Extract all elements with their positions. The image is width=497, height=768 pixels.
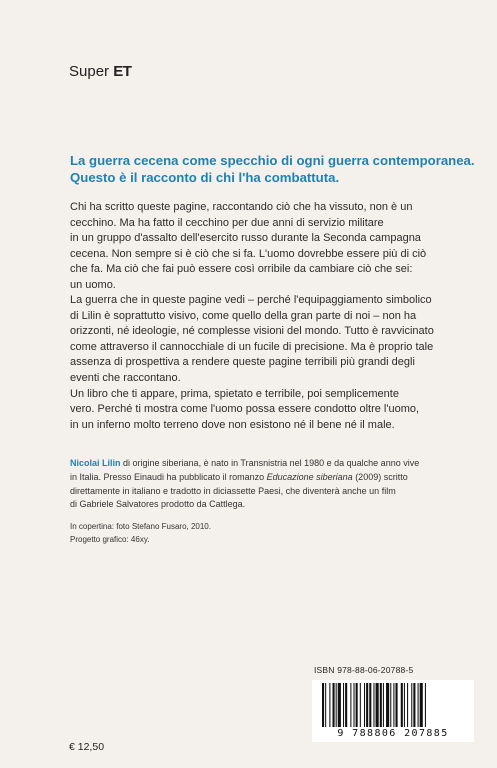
barcode-bar: [411, 683, 412, 727]
bio-line: [70, 457, 470, 471]
barcode-bar: [376, 683, 379, 727]
blurb-line: cecena. Non sempre si è ciò che si fa. L'uomo dovrebbe essere più di ciò: [70, 247, 427, 260]
barcode-bar: [396, 683, 398, 727]
bio-text: (2009) scritto: [352, 471, 408, 482]
bio-text: di origine siberiana, è nato in Transnistria nel 1980 e da qualche anno vive: [120, 458, 420, 468]
barcode-bars: [322, 683, 464, 727]
series-mark: ET: [113, 63, 132, 80]
blurb-line: eventi che raccontano.: [70, 372, 181, 385]
isbn-label: ISBN 978-88-06-20788-5: [314, 665, 414, 675]
bio-text: in Italia. Presso Einaudi ha pubblicato il romanzo: [70, 471, 267, 482]
barcode-bar: [338, 683, 341, 727]
barcode-bar: [343, 683, 344, 727]
series-prefix: Super: [69, 63, 110, 80]
barcode-bar: [369, 683, 371, 727]
barcode-bar: [325, 683, 326, 727]
blurb-line: un uomo.: [70, 278, 116, 291]
barcode-digits: 9 788806 207885: [337, 728, 449, 739]
barcode-bar: [393, 683, 394, 727]
tagline: [70, 152, 480, 186]
author-bio: [70, 457, 470, 512]
blurb-line: assenza di prospettiva a rendere queste pagine terribili più grandi degli: [70, 356, 415, 369]
barcode-bar: [350, 683, 351, 727]
cover-credit: In copertina: foto Stefano Fusaro, 2010.: [70, 522, 211, 531]
blurb-line: come attraverso il cannocchiale di un fucile di precisione. Ma è proprio tale: [70, 340, 434, 353]
author-name: Nicolai Lilin: [70, 458, 121, 468]
barcode-bar: [354, 683, 355, 727]
barcode-bar: [380, 683, 382, 727]
tagline-line: Questo è il racconto di chi l'ha combattuta.: [70, 170, 340, 185]
barcode-bar: [420, 683, 423, 727]
barcode-bar: [425, 683, 426, 727]
blurb-line: La guerra che in queste pagine vedi – perché l'equipaggiamento simbolico: [70, 294, 432, 307]
barcode-bar: [356, 683, 358, 727]
barcode-bar: [336, 683, 337, 727]
tagline-line: La guerra cecena come specchio di ogni guerra contemporanea.: [70, 153, 475, 168]
blurb-line: Un libro che ti appare, prima, spietato e terribile, poi semplicemente: [70, 387, 399, 400]
barcode-bar: [333, 683, 335, 727]
blurb-line: Chi ha scritto queste pagine, raccontando ciò che ha vissuto, non è un: [70, 201, 413, 213]
blurb-line: vero. Perché ti mostra come l'uomo possa essere condotto oltre l'uomo,: [70, 403, 420, 416]
barcode-bar: [386, 683, 389, 727]
blurb-line: in un inferno molto terreno dove non esistono né il bene né il male.: [70, 418, 395, 431]
blurb-line: cecchino. Ma ha fatto il cecchino per due anni di servizio militare: [70, 216, 384, 229]
barcode-bar: [413, 683, 415, 727]
bio-line: di Gabriele Salvatores prodotto da Cattlega.: [70, 499, 246, 510]
price: € 12,50: [69, 741, 105, 753]
barcode-bar: [404, 683, 405, 727]
design-credit: Progetto grafico: 46xy.: [70, 535, 150, 544]
barcode-bar: [401, 683, 403, 727]
barcode-bar: [322, 683, 324, 727]
blurb-line: di Lilin è soprattutto visivo, come quello della gran parte di noi – non ha: [70, 309, 417, 322]
barcode-bar: [360, 683, 361, 727]
barcode-bar: [373, 683, 374, 727]
barcode-bar: [366, 683, 368, 727]
barcode-bar: [407, 683, 408, 727]
blurb-line: che fa. Ma ciò che fai può essere così orribile da cambiare ciò che sei:: [70, 263, 413, 276]
blurb-text: [70, 200, 470, 433]
bio-line: [70, 471, 470, 485]
blurb-line: in un gruppo d'assalto dell'esercito russo durante la Seconda campagna: [70, 232, 421, 245]
barcode-bar: [364, 683, 365, 727]
series-logo: [69, 63, 131, 80]
credits: [70, 520, 370, 546]
barcode-bar: [345, 683, 347, 727]
blurb-line: orizzonti, né ideologie, né complesse visioni del mondo. Tutto è ravvicinato: [70, 325, 434, 338]
barcode-bar: [329, 683, 330, 727]
barcode-bar: [383, 683, 384, 727]
barcode: [312, 680, 474, 742]
bio-line: direttamente in italiano e tradotto in diciassette Paesi, che diventerà anche un film: [70, 485, 396, 496]
barcode-bar: [390, 683, 391, 727]
book-title: Educazione siberiana: [266, 471, 353, 482]
barcode-bar: [418, 683, 419, 727]
